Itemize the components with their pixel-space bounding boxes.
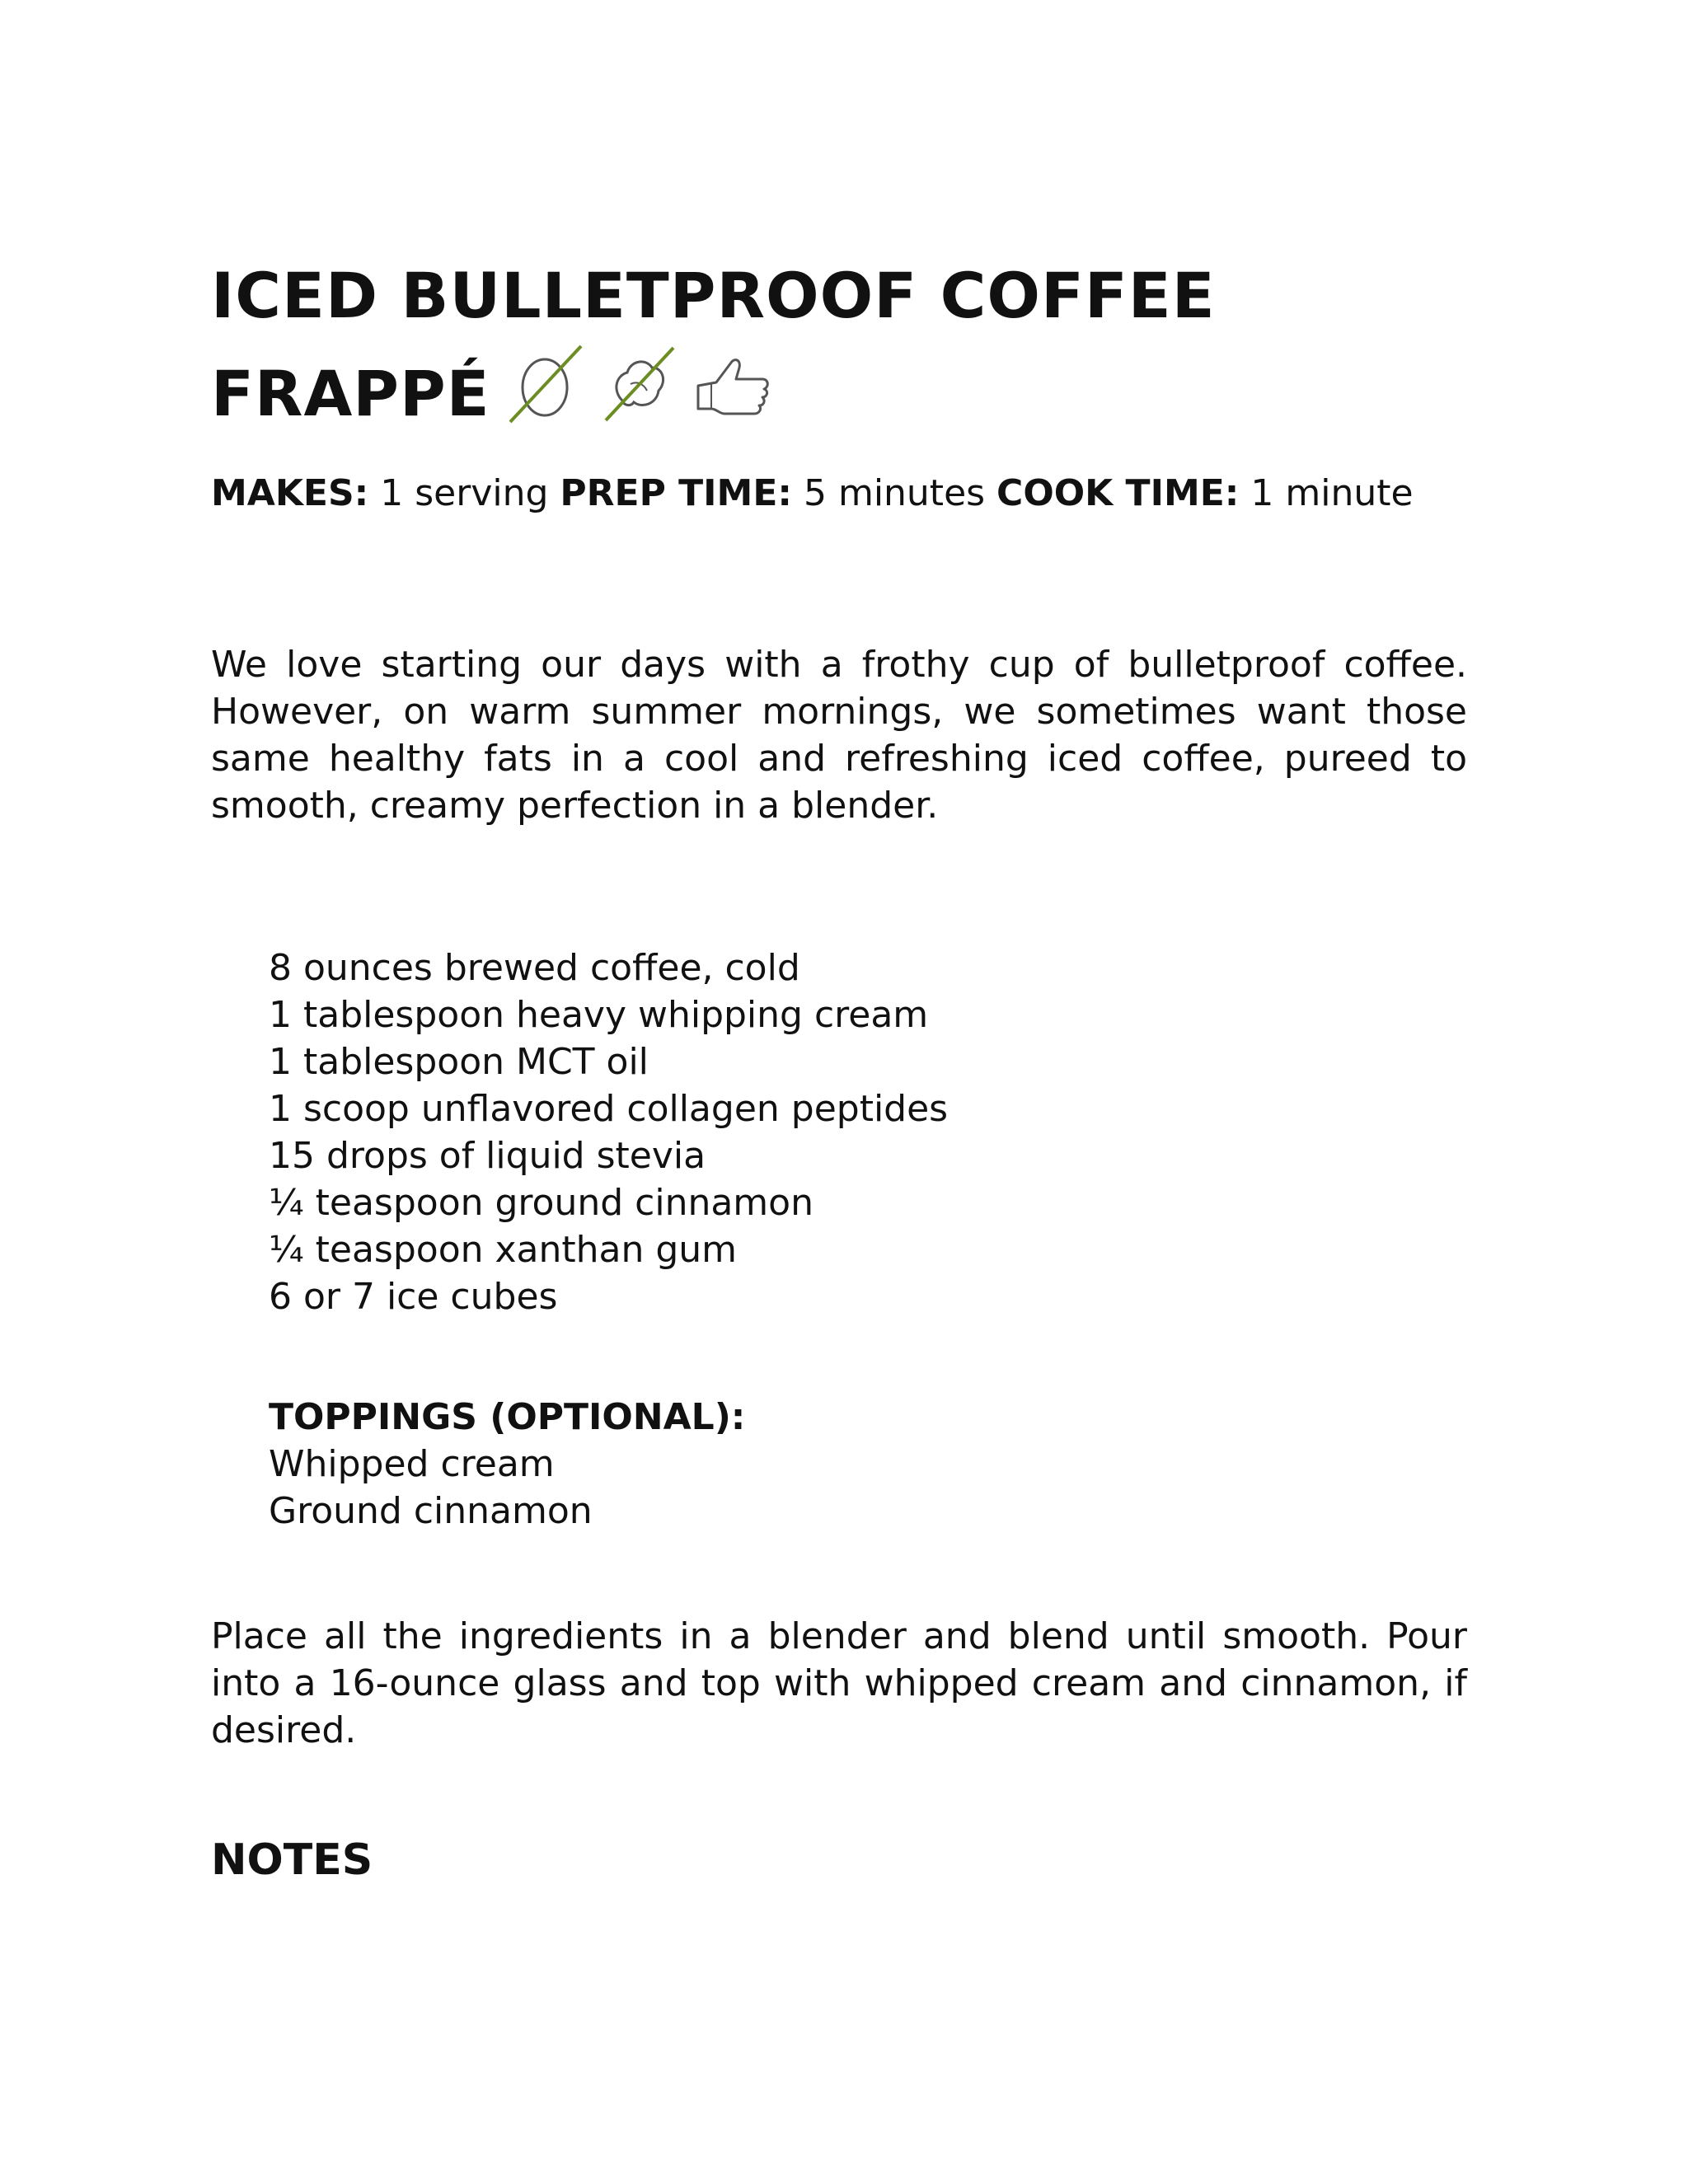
prep-time-label: PREP TIME: (560, 472, 792, 514)
ingredient-item: 8 ounces brewed coffee, cold (269, 947, 800, 989)
prep-time-value: 5 minutes (791, 472, 997, 514)
ingredient-item: 6 or 7 ice cubes (269, 1276, 558, 1318)
recipe-meta (211, 470, 1467, 517)
cook-time-value: 1 minute (1239, 472, 1414, 514)
ingredient-item: ¼ teaspoon ground cinnamon (269, 1182, 814, 1224)
recipe-title-line-2-text: FRAPPÉ (211, 357, 490, 430)
makes-label: MAKES: (211, 472, 369, 514)
recipe-title-line-1: ICED BULLETPROOF COFFEE (211, 259, 1216, 332)
topping-item: Whipped cream (269, 1443, 555, 1485)
recipe-intro: We love starting our days with a frothy cup of bulletproof coffee. However, on warm summer mornings, we sometimes want those same healthy fats in a cool and refreshing iced coffee, pureed to smooth, creamy perfection in a blender. (211, 644, 1467, 827)
notes-heading: NOTES (211, 1835, 373, 1885)
recipe-directions: Place all the ingredients in a blender and blend until smooth. Pour into a 16-ounce glass and top with whipped cream and cinnamon, if desired. (211, 1615, 1467, 1751)
recipe-title-line-2 (211, 343, 1467, 441)
makes-value: 1 serving (368, 472, 560, 514)
diet-icons (504, 343, 774, 425)
egg-free-icon (504, 343, 586, 425)
ingredient-item: 1 scoop unflavored collagen peptides (269, 1088, 949, 1130)
recipe-title (211, 249, 1467, 441)
ingredient-item: 1 tablespoon heavy whipping cream (269, 994, 929, 1036)
ingredient-item: 1 tablespoon MCT oil (269, 1041, 649, 1083)
topping-item: Ground cinnamon (269, 1490, 593, 1532)
ingredient-list (269, 944, 948, 1320)
thumbs-up-icon (692, 343, 774, 425)
toppings-heading: TOPPINGS (OPTIONAL): (269, 1396, 746, 1438)
ingredient-item: 15 drops of liquid stevia (269, 1135, 706, 1177)
nut-free-icon (598, 343, 680, 425)
toppings-section (269, 1394, 745, 1535)
cook-time-label: COOK TIME: (996, 472, 1240, 514)
toppings-list (269, 1441, 745, 1535)
ingredient-item: ¼ teaspoon xanthan gum (269, 1229, 738, 1271)
